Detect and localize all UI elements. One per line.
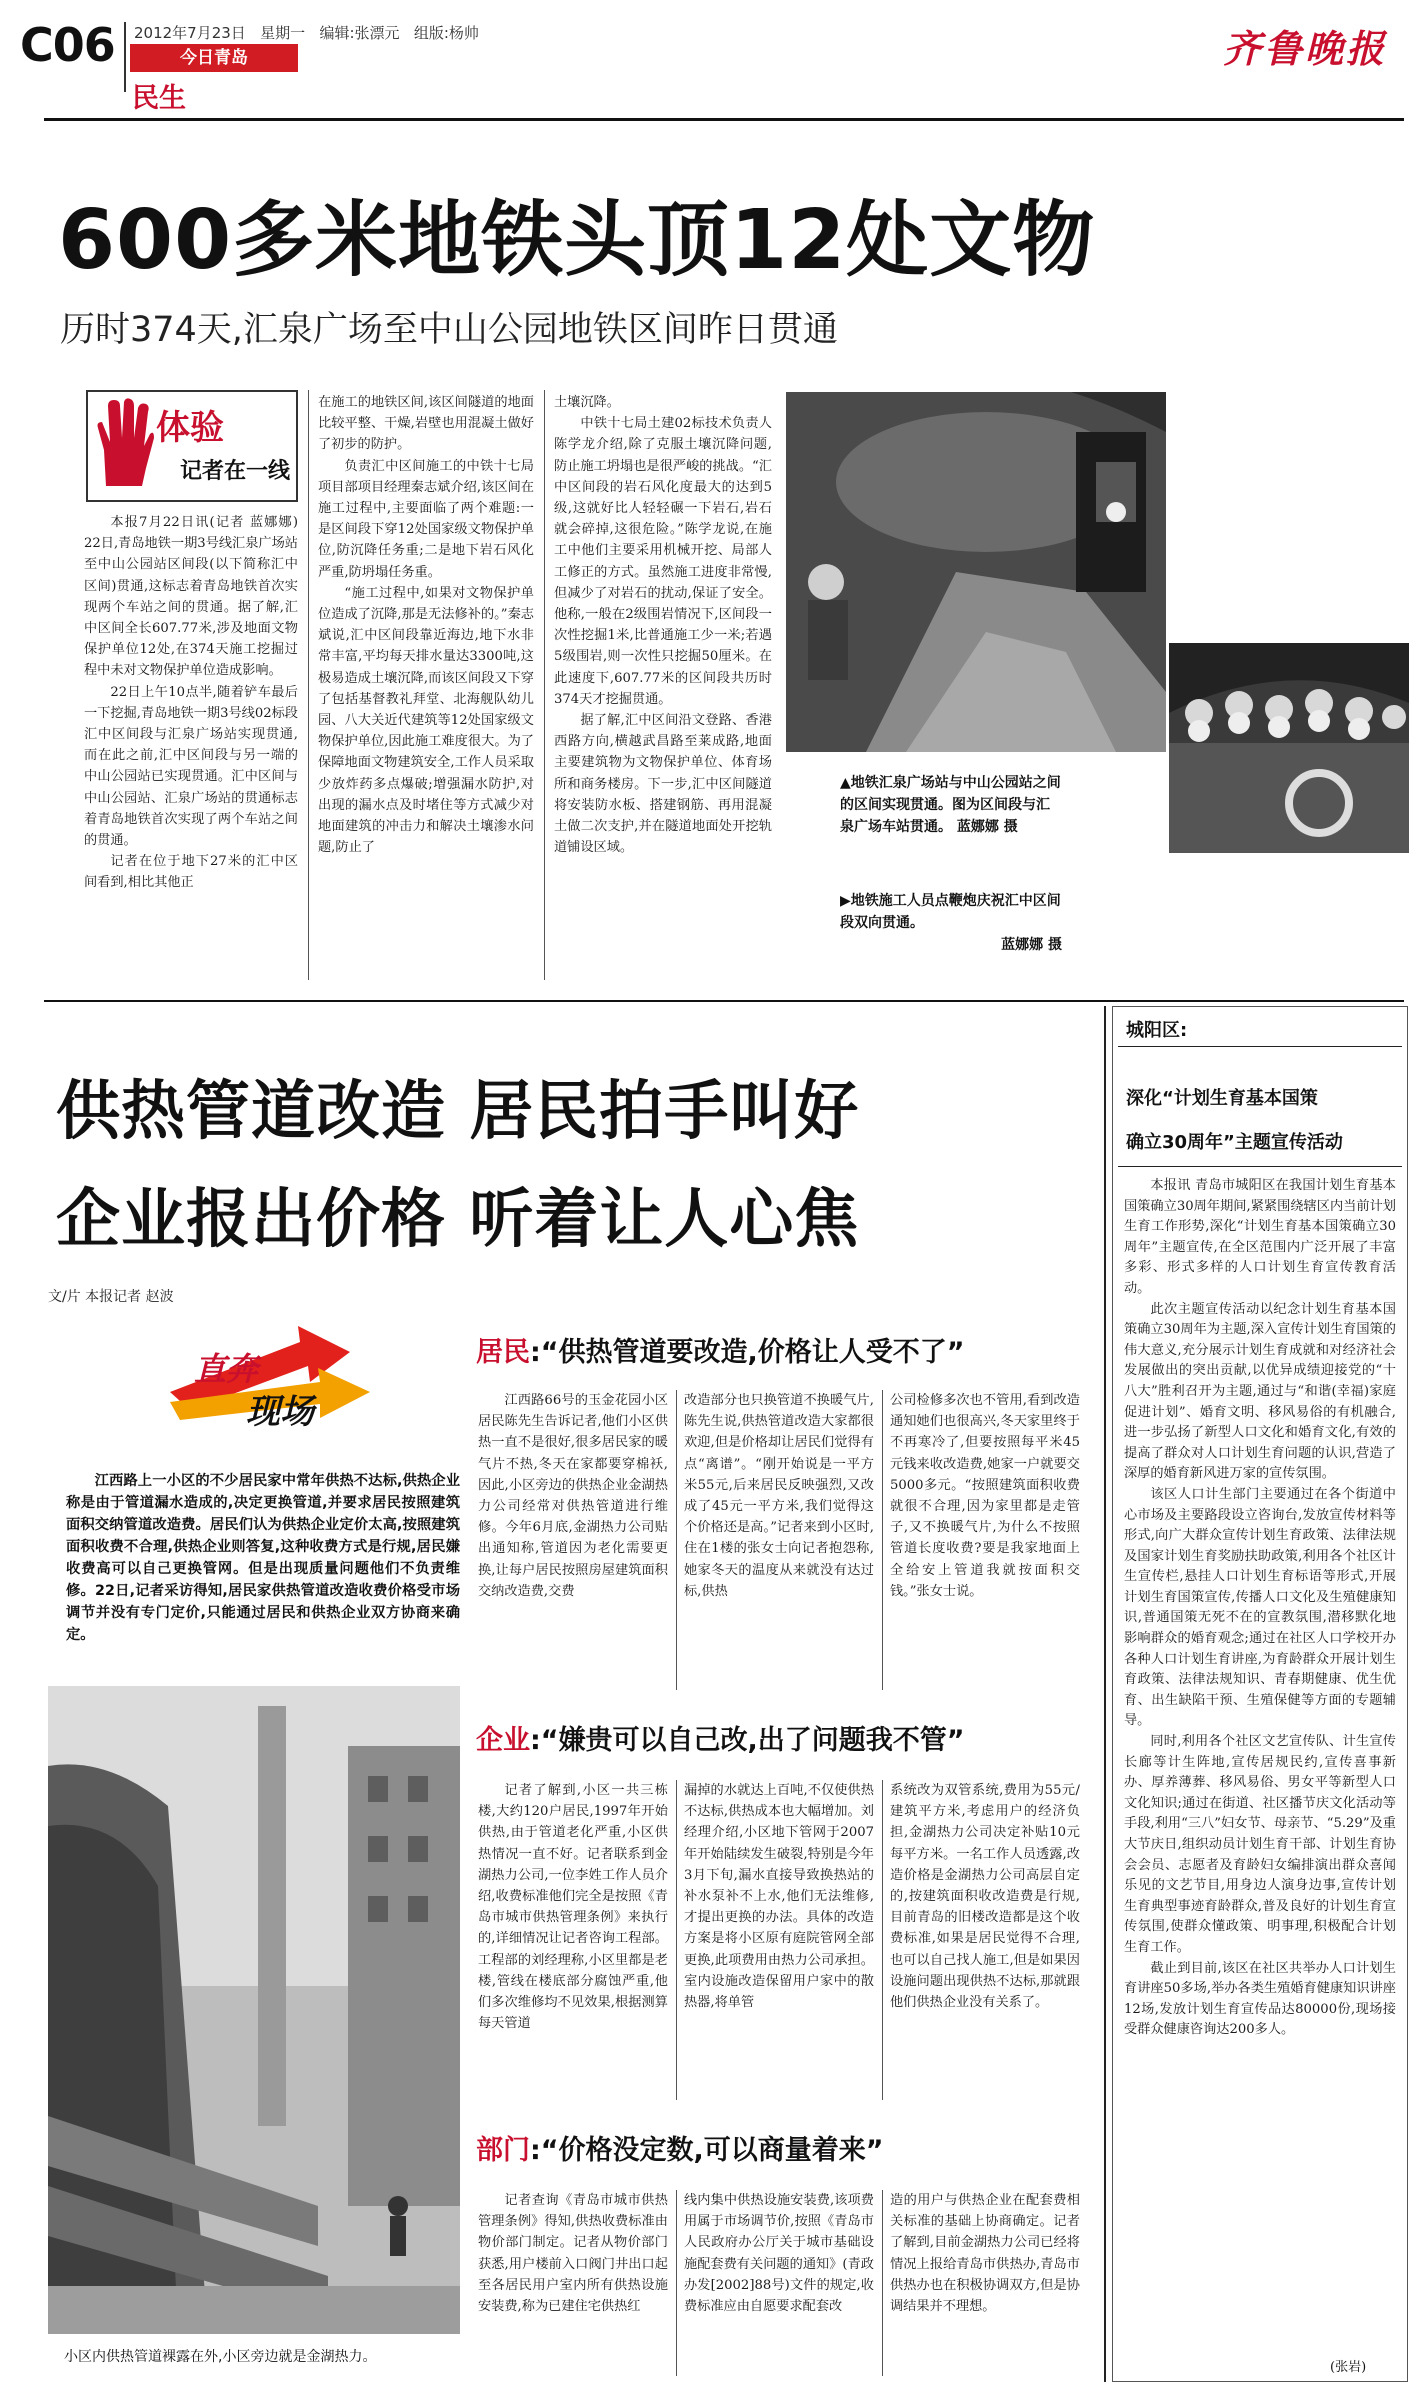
section1-col3: 公司检修多次也不管用,看到改造通知她们也很高兴,冬天家里终于不再寒冷了,但要按照每平米45元钱来收改造费,她家一户就要交5000多元。“按照建筑面积收费就很不合理,因为家里都是走管子,又不换暖气片,为什么不按照管道长度收费?要是我家地面上全给安上管道我就按面积交钱。”张女士说。 bbox=[890, 1393, 1080, 1599]
badge-line1: 直奔 bbox=[194, 1350, 259, 1388]
sidebar-p5: 截止到目前,该区在社区共举办人口计划生育讲座50多场,举办各类生殖婚育健康知识讲座12场,发放计划生育宣传品达80000份,现场接受群众健康咨询达200多人。 bbox=[1124, 1960, 1396, 2038]
page-code: C06 bbox=[20, 18, 115, 72]
section1-heading bbox=[476, 1330, 965, 1369]
section3-col2: 线内集中供热设施安装费,该项费用属于市场调节价,按照《青岛市人民政府办公厅关于城市基础设施配套费有关问题的通知》(青政办发[2002]88号)文件的规定,收费标准应由自愿要求配套改 bbox=[684, 2193, 874, 2315]
story1-col3-p2: 中铁十七局土建02标技术负责人陈学龙介绍,除了克服土壤沉降问题,防止施工坍塌也是很严峻的挑战。“汇中区间段的岩石风化度最大的达到5级,这就好比人轻轻碾一下岩石,岩石就会碎掉,这很危险。”陈学龙说,在施工中他们主要采用机械开挖、局部人工修正的方式。虽然施工进度非常慢,但减少了对岩石的扰动,保证了安全。他称,一般在2级围岩情况下,区间段一次性挖掘1米,比普通施工少一米;若遇5级围岩,则一次性只挖掘50厘米。在此速度下,607.77米的区间段共历时374天才挖掘贯通。 bbox=[554, 416, 772, 707]
story1-col3-p1: 土壤沉降。 bbox=[554, 395, 620, 410]
section3-quote: :“价格没定数,可以商量着来” bbox=[530, 2135, 884, 2166]
story1-col1-p1: 本报7月22日讯(记者 蓝娜娜) 22日,青岛地铁一期3号线汇泉广场站至中山公园站区间段(以下简称汇中区间)贯通,这标志着青岛地铁首次实现两个车站之间的贯通。据了解,汇中区间全长607.77米,涉及地面文物保护单位12处,在374天施工挖掘过程中未对文物保护单位造成影响。 bbox=[84, 515, 298, 679]
photo1-caption: ▲地铁汇泉广场站与中山公园站之间的区间实现贯通。图为区间段与汇泉广场车站贯通。 蓝娜娜 摄 bbox=[840, 775, 1061, 835]
story2-byline: 文/片 本报记者 赵波 bbox=[48, 1289, 174, 1305]
photo2-caption-text: ▶地铁施工人员点鞭炮庆祝汇中区间段双向贯通。 bbox=[840, 893, 1061, 931]
col-divider bbox=[676, 1780, 677, 2100]
col-divider bbox=[676, 1390, 677, 1690]
col-divider bbox=[308, 390, 309, 980]
header-rule bbox=[44, 118, 1404, 121]
brand-logo: 齐鲁晚报 bbox=[1222, 26, 1387, 71]
col-divider bbox=[544, 390, 545, 980]
col-divider bbox=[882, 1390, 883, 1690]
story1-col1 bbox=[84, 512, 298, 982]
story1-col2-p2: 负责汇中区间施工的中铁十七局项目部项目经理秦志斌介绍,该区间在施工过程中,主要面临了两个难题:一是区间段下穿12处国家级文物保护单位,防沉降任务重;二是地下岩石风化严重,防坍塌任务重。 bbox=[318, 458, 534, 580]
story2-intro: 江西路上一小区的不少居民家中常年供热不达标,供热企业称是由于管道漏水造成的,决定更换管道,并要求居民按照建筑面积交纳管道改造费。居民们认为供热企业定价太高,按照建筑面积收费不合理,供热企业则答复,这种收费方式是行规,居民嫌收费高可以自己更换管网。但是出现质量问题他们不负责维修。22日,记者采访得知,居民家供热管道改造收费价格受市场调节并没有专门定价,只能通过居民和供热企业双方协商来确定。 bbox=[66, 1473, 460, 1643]
sidebar-p1: 本报讯 青岛市城阳区在我国计划生育基本国策确立30周年期间,紧紧围绕辖区内当前计划生育工作形势,深化“计划生育基本国策确立30周年”主题宣传,在全区范围内广泛开展了丰富多彩、形式多样的人口计划生育宣传教育活动。 bbox=[1124, 1178, 1396, 1296]
section2-quote: :“嫌贵可以自己改,出了问题我不管” bbox=[530, 1725, 965, 1756]
section2-heading bbox=[476, 1718, 965, 1757]
section2-col1: 记者了解到,小区一共三栋楼,大约120户居民,1997年开始供热,由于管道老化严重,小区供热情况一直不好。记者联系到金湖热力公司,一位李姓工作人员介绍,收费标准他们完全是按照《青岛市城市供热管理条例》来执行的,详细情况让记者咨询工程部。工程部的刘经理称,小区里都是老楼,管线在楼底部分腐蚀严重,他们多次维修均不见效果,根据测算每天管道 bbox=[478, 1783, 668, 2032]
sidebar-credit: (张岩) bbox=[1330, 2360, 1367, 2375]
story1-col3 bbox=[554, 392, 772, 982]
layout-editor: 组版:杨帅 bbox=[413, 24, 479, 42]
badge-sub: 记者在一线 bbox=[180, 459, 291, 484]
section-title: 民生 bbox=[132, 83, 186, 114]
section3-heading bbox=[476, 2128, 884, 2167]
section2-col3: 系统改为双管系统,费用为55元/建筑平方米,考虑用户的经济负担,金湖热力公司决定补贴10元每平方米。一名工作人员透露,改造价格是金湖热力公司高层自定的,按建筑面积收改造费是行规,目前青岛的旧楼改造都是这个收费标准,如果是居民觉得不合理,也可以自己找人施工,但是如果因设施问题出现供热不达标,那就跟他们供热企业没有关系了。 bbox=[890, 1783, 1080, 2011]
pipe-photo bbox=[48, 1686, 460, 2334]
issue-date: 2012年7月23日 bbox=[134, 24, 246, 42]
section3-label: 部门 bbox=[476, 2135, 530, 2166]
section3-col3: 造的用户与供热企业在配套费相关标准的基础上协商确定。记者了解到,目前金湖热力公司已经将情况上报给青岛市供热办,青岛市供热办也在积极协调双方,但是协调结果并不理想。 bbox=[890, 2193, 1080, 2315]
sidebar-district: 城阳区: bbox=[1126, 1020, 1188, 1041]
sidebar-rule bbox=[1118, 1046, 1402, 1047]
col-divider bbox=[676, 2190, 677, 2376]
editor: 编辑:张漂元 bbox=[319, 24, 400, 42]
badge-main: 体验 bbox=[156, 408, 224, 448]
hand-icon bbox=[96, 398, 154, 486]
section2-label: 企业 bbox=[476, 1725, 530, 1756]
sidebar-p3: 该区人口计生部门主要通过在各个街道中心市场及主要路段设立咨询台,发放宣传材料等形式,向广大群众宣传计划生育政策、法律法规及国家计划生育奖励扶助政策,利用各个社区计生宣传栏,悬挂人口计划生育标语等形式,开展计划生育国策宣传,传播人口文化及生殖健康知识,普通国策无死不在的宣教氛围,潜移默化地影响群众的婚育观念;通过在社区人口学校开办各种人口计划生育讲座,为育龄群众开展计划生育政策、法律法规知识、青春期健康、优生优育、出生缺陷干预、生殖保健等方面的专题辅导。 bbox=[1124, 1486, 1396, 1729]
section1-col1: 江西路66号的玉金花园小区居民陈先生告诉记者,他们小区供热一直不是很好,很多居民家的暖气片不热,冬天在家都要穿棉袄,因此,小区旁边的供热企业金湖热力公司经常对供热管道进行维修。今年6月底,金湖热力公司贴出通知称,管道因为老化需要更换,让每户居民按照房屋建筑面积交纳改造费,交费 bbox=[478, 1393, 668, 1599]
story1-headline: 600多米地铁头顶12处文物 bbox=[58, 193, 1096, 288]
sidebar-divider bbox=[1104, 1006, 1106, 2382]
section-tag: 今日青岛 bbox=[130, 44, 298, 72]
story2-headline-2: 企业报出价格 听着让人心焦 bbox=[56, 1183, 860, 1257]
pipe-photo-caption: 小区内供热管道裸露在外,小区旁边就是金湖热力。 bbox=[64, 2349, 377, 2365]
sidebar-title-2: 确立30周年”主题宣传活动 bbox=[1126, 1132, 1343, 1153]
story1-subheadline: 历时374天,汇泉广场至中山公园地铁区间昨日贯通 bbox=[60, 310, 838, 350]
header-info bbox=[134, 22, 479, 43]
sidebar-body bbox=[1124, 1176, 1396, 2356]
story1-col2-p3: “施工过程中,如果对文物保护单位造成了沉降,那是无法修补的。”秦志斌说,汇中区间段靠近海边,地下水非常丰富,平均每天排水量达3300吨,这极易造成土壤沉降,而该区间段又下穿了包括基督教礼拜堂、北海舰队幼儿园、八大关近代建筑等12处国家级文物保护单位,因此施工难度很大。为了保障地面文物建筑安全,工作人员采取少放炸药多点爆破;增强漏水防护,对出现的漏水点及时堵住等方式减少对地面建筑的冲击力和解决土壤渗水问题,防止了 bbox=[318, 585, 534, 856]
col-divider bbox=[882, 2190, 883, 2376]
header-divider bbox=[124, 22, 126, 92]
photo2-caption bbox=[840, 890, 1062, 956]
issue-weekday: 星期一 bbox=[260, 24, 306, 42]
sidebar-p4: 同时,利用各个社区文艺宣传队、计生宣传长廊等计生阵地,宣传居规民约,宣传喜事新办、厚养薄葬、移风易俗、男女平等新型人口文化知识;通过在街道、社区播节庆文化活动等手段,利用“三八”妇女节、母亲节、“5.29”及重大节庆日,组织动员计划生育干部、计划生育协会会员、志愿者及育龄妇女编排演出群众喜闻乐见的文艺节目,用身边人演身边事,宣传计划生育典型事迹育龄群众,普及良好的计划生育宣传氛围,使群众懂政策、明事理,积极配合计划生育工作。 bbox=[1124, 1734, 1396, 1955]
story1-col3-p3: 据了解,汇中区间沿文登路、香港西路方向,横越武昌路至莱成路,地面主要建筑物为文物保护单位、体育场所和商务楼房。下一步,汇中区间隧道将安装防水板、搭建钢筋、再用混凝土做二次支护,并在隧道地面处开挖轨道铺设区域。 bbox=[554, 713, 772, 856]
story2-headline-1: 供热管道改造 居民拍手叫好 bbox=[56, 1075, 860, 1149]
badge-line2: 现场 bbox=[246, 1392, 314, 1432]
story1-col2-p1: 在施工的地铁区间,该区间隧道的地面比较平整、干燥,岩壁也用混凝土做好了初步的防护。 bbox=[318, 395, 534, 453]
scene-badge bbox=[150, 1322, 380, 1434]
section1-quote: :“供热管道要改造,价格让人受不了” bbox=[530, 1337, 965, 1368]
sidebar-p2: 此次主题宣传活动以纪念计划生育基本国策确立30周年为主题,深入宣传计划生育国策的伟大意义,充分展示计划生育成就和对经济社会发展做出的突出贡献,以优异成绩迎接党的“十八大”胜利召开为主题,通过与“和谐(幸福)家庭促进计划”、婚育文明、移风易俗的有机融合,进一步弘扬了新型人口文化和婚育文化,有效的提高了群众对人口计划生育问题的认识,营造了深厚的婚育新风进万家的宣传氛围。 bbox=[1124, 1301, 1396, 1482]
sidebar-rule bbox=[1118, 1166, 1402, 1167]
story1-col1-p2: 22日上午10点半,随着铲车最后一下挖掘,青岛地铁一期3号线02标段汇中区间段与汇泉广场站实现贯通,而在此之前,汇中区间段与另一端的中山公园站已实现贯通。汇中区间与中山公园站、汇泉广场站的贯通标志着青岛地铁首次实现了两个车站之间的贯通。 bbox=[84, 684, 298, 849]
photo2-credit: 蓝娜娜 摄 bbox=[1001, 937, 1062, 953]
celebration-photo bbox=[1166, 640, 1409, 853]
sidebar-title-1: 深化“计划生育基本国策 bbox=[1126, 1088, 1318, 1109]
section2-col2: 漏掉的水就达上百吨,不仅使供热不达标,供热成本也大幅增加。刘经理介绍,小区地下管网于2007年开始陆续发生破裂,特别是今年3月下旬,漏水直接导致换热站的补水泵补不上水,他们无法维修,才提出更换的办法。具体的改造方案是将小区原有庭院管网全部更换,此项费用由热力公司承担。室内设施改造保留用户家中的散热器,将单管 bbox=[684, 1783, 874, 2011]
tunnel-photo bbox=[786, 392, 1166, 752]
col-divider bbox=[882, 1780, 883, 2100]
section1-label: 居民 bbox=[476, 1337, 530, 1368]
section3-col1: 记者查询《青岛市城市供热管理条例》得知,供热收费标准由物价部门制定。记者从物价部门获悉,用户楼前入口阀门井出口起至各居民用户室内所有供热设施安装费,称为已建住宅供热红 bbox=[478, 2193, 668, 2315]
story1-col2 bbox=[318, 392, 534, 982]
story-separator bbox=[44, 1000, 1404, 1002]
experience-badge bbox=[86, 390, 298, 502]
story1-col1-p3: 记者在位于地下27米的汇中区间看到,相比其他正 bbox=[84, 854, 298, 891]
section1-col2: 改造部分也只换管道不换暖气片,陈先生说,供热管道改造大家都很欢迎,但是价格却让居民们觉得有点“离谱”。“刚开始说是一平方米55元,后来居民反映强烈,又改成了45元一平方米,我们觉得这个价格还是高。”记者来到小区时,住在1楼的张女士向记者抱怨称,她家冬天的温度从来就没有达过标,供热 bbox=[684, 1393, 874, 1599]
